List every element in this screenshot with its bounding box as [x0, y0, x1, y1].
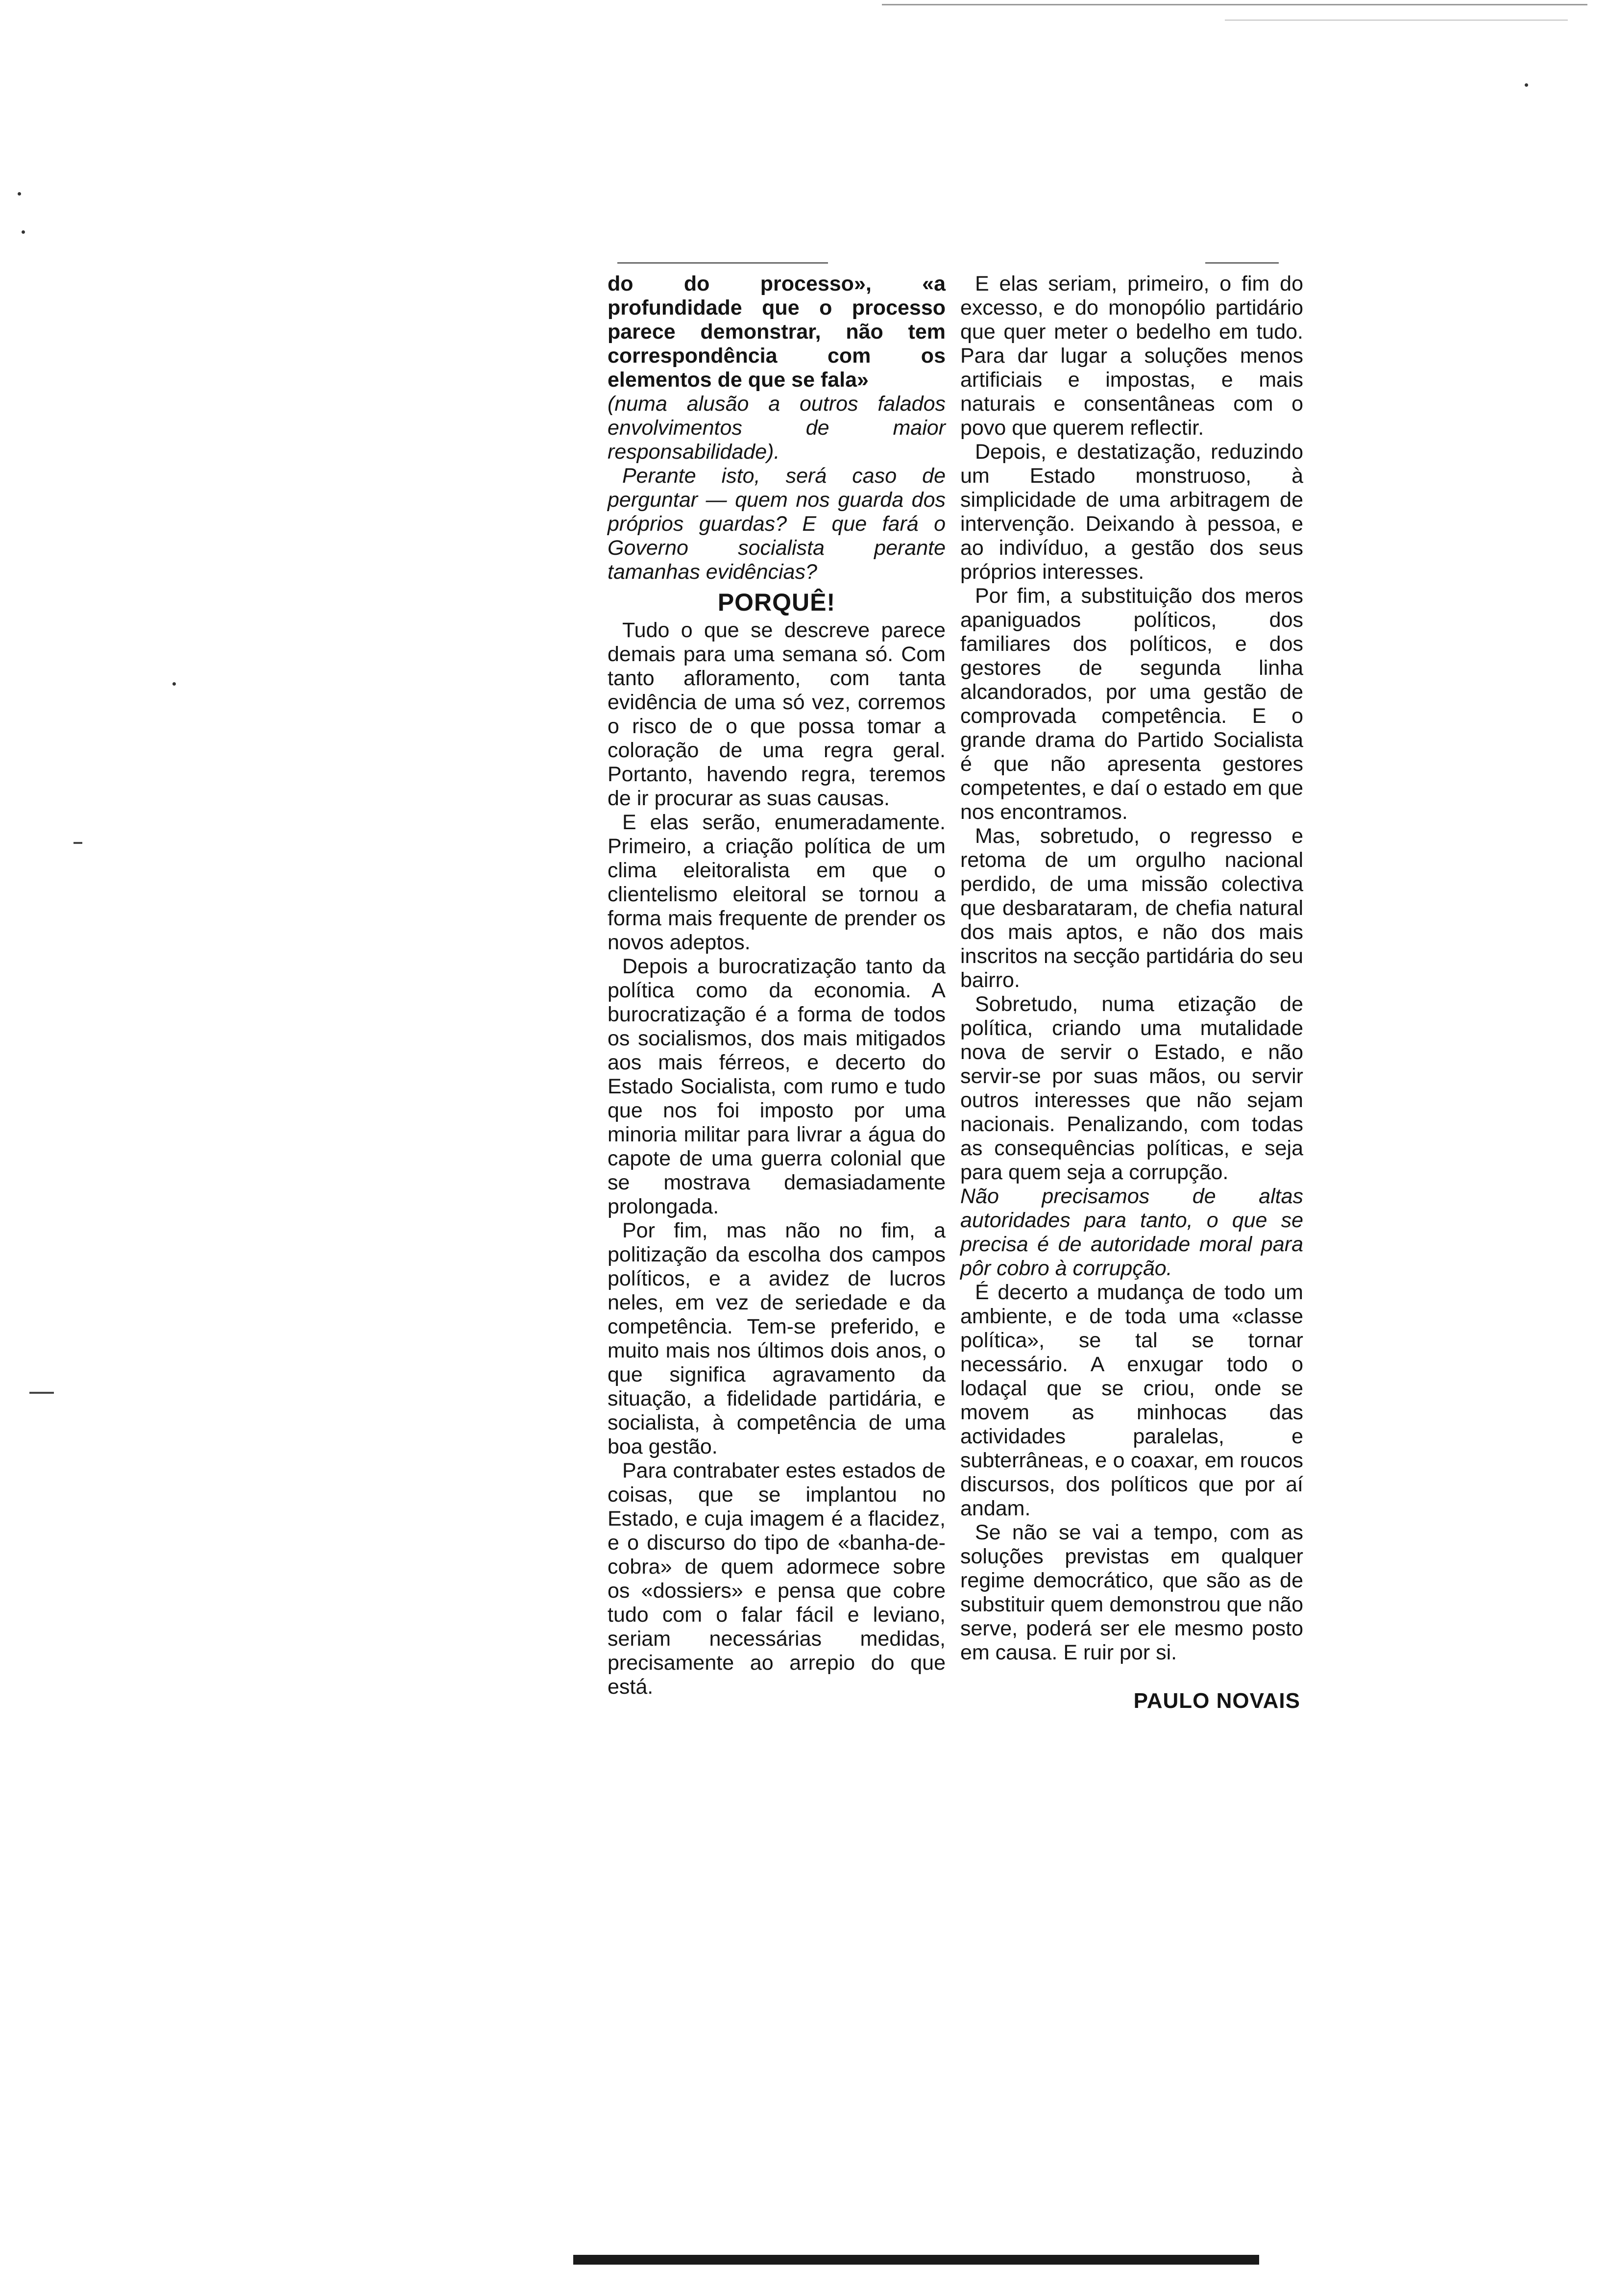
scan-mark: [29, 1392, 54, 1394]
paragraph: E elas seriam, primeiro, o fim do excesso, e do monopólio partidário que quer meter o bedelho em tudo. Para dar lugar a soluções menos artificiais e impostas, e mais naturais e consentâneas com o povo que querem reflectir.: [960, 272, 1303, 440]
scan-speck: [1525, 83, 1528, 87]
paragraph: Sobretudo, numa etização de política, criando uma mutalidade nova de servir o Estado, e não servir-se por suas mãos, ou servir outros interesses que não sejam nacionais. Penalizando, com todas as consequências políticas, e seja para quem seja a corrupção.: [960, 992, 1303, 1184]
scan-speck: [172, 682, 176, 686]
paragraph: Se não se vai a tempo, com as soluções previstas em qualquer regime democrático, que são as de substituir quem demonstrou que não serve, poderá ser ele mesmo posto em causa. E ruir por si.: [960, 1521, 1303, 1664]
paragraph: Por fim, a substituição dos meros apaniguados políticos, dos familiares dos políticos, e dos gestores de segunda linha alcandorados, por uma gestão de comprovada competência. E o grande drama do Partido Socialista é que não apresenta gestores competentes, e daí o estado em que nos encontramos.: [960, 584, 1303, 824]
subheading: PORQUÊ!: [717, 589, 836, 616]
clipping-top-edge: [617, 262, 828, 264]
right-column: [960, 272, 1303, 1716]
bottom-rule: [573, 2255, 1259, 2265]
scan-mark: [73, 842, 82, 844]
lead-text: do do processo», «a profundidade que o processo parece demonstrar, não tem correspondência com os elementos de que se fala»: [608, 272, 946, 392]
paragraph: Depois, e destatização, reduzindo um Estado monstruoso, à simplicidade de uma arbitragem de intervenção. Deixando à pessoa, e ao indivíduo, a gestão dos seus próprios interesses.: [960, 440, 1303, 584]
author-byline: PAULO NOVAIS: [1133, 1689, 1300, 1713]
paragraph: E elas serão, enumeradamente. Primeiro, a criação política de um clima eleitoralista em que o clientelismo eleitoral se tornou a forma mais frequente de prender os novos adeptos.: [608, 811, 946, 954]
paragraph: Para contrabater estes estados de coisas, que se implantou no Estado, e cuja imagem é a flacidez, e o discurso do tipo de «banha-de-cobra» de quem adormece sobre os «dossiers» e pensa que cobre tudo com o falar fácil e leviano, seriam necessárias medidas, precisamente ao arrepio do que está.: [608, 1459, 946, 1699]
paragraph: Por fim, mas não no fim, a politização da escolha dos campos políticos, e a avidez de lucros neles, em vez de seriedade e da competência. Tem-se preferido, e muito mais nos últimos dois anos, o que significa agravamento da situação, a fidelidade partidária, e socialista, à competência de uma boa gestão.: [608, 1219, 946, 1458]
scan-speck: [18, 192, 21, 196]
aside-text: (numa alusão a outros falados envolvimentos de maior responsabilidade).: [608, 392, 946, 464]
newspaper-clipping: [573, 272, 1318, 2296]
paragraph: Tudo o que se descreve parece demais para uma semana só. Com tanto afloramento, com tanta evidência de uma só vez, corremos o risco de o que possa tomar a coloração de uma regra geral. Portanto, havendo regra, teremos de ir procurar as suas causas.: [608, 618, 946, 810]
scan-edge-line: [882, 4, 1587, 5]
question-text: Perante isto, será caso de perguntar — quem nos guarda dos próprios guardas? E que fará o Governo socialista perante tamanhas evidências?: [608, 464, 946, 584]
clipping-top-edge: [1205, 262, 1279, 264]
paragraph: Mas, sobretudo, o regresso e retoma de um orgulho nacional perdido, de uma missão colectiva que desbarataram, de chefia natural dos mais aptos, e não dos mais inscritos na secção partidária do seu bairro.: [960, 824, 1303, 992]
scan-edge-line: [1225, 20, 1568, 21]
italic-statement: Não precisamos de altas autoridades para tanto, o que se precisa é de autoridade moral para pôr cobro à corrupção.: [960, 1185, 1303, 1280]
scan-speck: [22, 230, 25, 234]
paragraph: Depois a burocratização tanto da política como da economia. A burocratização é a forma de todos os socialismos, dos mais mitigados aos mais férreos, e decerto do Estado Socialista, com rumo e tudo que nos foi imposto por uma minoria militar para livrar a água do capote de uma guerra colonial que se mostrava demasiadamente prolongada.: [608, 955, 946, 1218]
left-column: [608, 272, 946, 1699]
paragraph: É decerto a mudança de todo um ambiente, e de toda uma «classe política», se tal se tornar necessário. A enxugar todo o lodaçal que se criou, onde se movem as minhocas das actividades paralelas, e subterrâneas, e o coaxar, em roucos discursos, dos políticos que por aí andam.: [960, 1281, 1303, 1520]
